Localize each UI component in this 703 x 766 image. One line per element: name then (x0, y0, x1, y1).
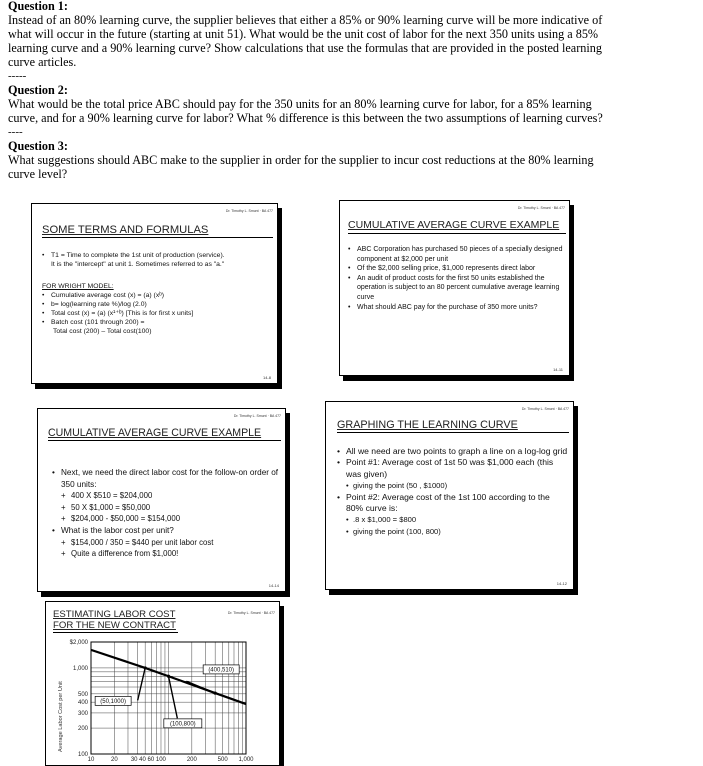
slide-sub-bullet: • giving the point (100, 800) (337, 526, 569, 537)
slide-sub-bullet: + $154,000 / 350 = $440 per unit labor cost (52, 537, 280, 549)
chart-y-tick-label: 500 (77, 691, 88, 698)
question-2-line: What would be the total price ABC should pay for the 350 units for an 80% learning curve for labor, for a 85% learning (8, 96, 592, 111)
slide-page-number: 14-8 (262, 375, 271, 380)
slide-title: ESTIMATING LABOR COST (53, 609, 176, 620)
chart-x-tick-label: 10 (87, 757, 95, 763)
slide-sub-bullet: • .8 x $1,000 = $800 (337, 514, 569, 525)
learning-curve-chart (46, 602, 280, 766)
t1-definition-cont: It is the "intercept" at unit 1. Sometimes referred to as "a." (51, 261, 225, 268)
question-1-line: what will occur in the future (starting at unit 51). What would be the unit cost of labor for the next 350 units using a 85% (8, 26, 599, 41)
slide-page-number: 14-14 (268, 583, 279, 588)
chart-y-tick-label: 1,000 (72, 665, 88, 672)
slide-title: CUMULATIVE AVERAGE CURVE EXAMPLE (348, 219, 560, 231)
annotation-label: (400,510) (208, 667, 235, 674)
question-2 (8, 84, 698, 138)
chart-x-tick-label: 30 40 60 100 (130, 757, 166, 763)
annotation-label: (50,1000) (100, 698, 126, 705)
annotation-arrow (169, 676, 178, 718)
chart-x-tick-label: 20 (110, 757, 118, 763)
annotation-arrow (138, 668, 146, 700)
formula-item: • Cumulative average cost (x) = (a) (xᵇ) (42, 291, 272, 300)
question-2-line: curve, and for a 90% learning curve for labor? What % difference is this between the two assumptions of learning curves? (8, 110, 603, 125)
slide-page-number: 14-12 (556, 581, 567, 586)
chart-x-tick-label: 1,000 (238, 757, 254, 763)
slide-graphing-learning-curve (325, 401, 574, 590)
slide-sub-bullet: + $204,000 - $50,000 = $154,000 (52, 513, 280, 525)
question-1-heading: Question 1: (8, 0, 68, 13)
slide-bullet: • Point #1: Average cost of 1st 50 was $1,000 each (this was given) (337, 457, 569, 480)
question-2-heading: Question 2: (8, 83, 68, 97)
slide-title: CUMULATIVE AVERAGE CURVE EXAMPLE (48, 427, 262, 439)
chart-ylabel: Average Labor Cost per Unit (58, 681, 64, 752)
question-1-line: curve articles. (8, 54, 77, 69)
slide-estimating-labor-cost (45, 601, 280, 766)
slide-bullet: • What is the labor cost per unit? (52, 525, 280, 537)
question-3-heading: Question 3: (8, 139, 68, 153)
question-1-line: learning curve and a 90% learning curve? Show calculations that use the formulas that are provided in the posted learning (8, 40, 602, 55)
slide-bullet: • ABC Corporation has purchased 50 pieces of a specially designed component at $2,000 per unit (348, 245, 563, 264)
chart-y-tick-label: 200 (77, 726, 88, 733)
slide-author: Dr. Timothy L. Smunt · BA 477 (225, 209, 273, 213)
chart-y-tick-label: $2,000 (69, 640, 88, 646)
model-label: FOR WRIGHT MODEL: (42, 283, 114, 290)
slide-sub-bullet: + Quite a difference from $1,000! (52, 548, 280, 560)
slide-bullet: • All we need are two points to graph a line on a log-log grid (337, 446, 569, 457)
slide-sub-bullet: • giving the point (50 , $1000) (337, 480, 569, 491)
annotation-label: (100,800) (169, 721, 196, 728)
t1-definition: Time to complete the 1st unit of production (service). (66, 252, 225, 259)
slide-page-number: 14-11 (553, 367, 563, 372)
slide-bullet: • What should ABC pay for the purchase of 350 more units? (348, 303, 563, 313)
formula-item: • b= log(learning rate %)/log (2.0) (42, 300, 272, 309)
slide-title: GRAPHING THE LEARNING CURVE (337, 419, 518, 431)
slide-sub-bullet: + 400 X $510 = $204,000 (52, 490, 280, 502)
formula-item-cont: Total cost (200) – Total cost(100) (53, 328, 152, 335)
slide-bullet: • Of the $2,000 selling price, $1,000 represents direct labor (348, 264, 563, 274)
chart-y-tick-label: 400 (77, 700, 88, 707)
chart-y-tick-label: 100 (77, 752, 88, 758)
slide-bullet: • Next, we need the direct labor cost for the follow-on order of 350 units: (52, 467, 280, 490)
chart-x-tick-label: 200 (186, 757, 197, 763)
chart-x-tick-label: 500 (217, 757, 228, 763)
separator: ----- (8, 69, 27, 82)
chart-y-tick-label: 300 (77, 710, 88, 717)
slide-title: SOME TERMS AND FORMULAS (42, 224, 209, 236)
slide-author: Dr. Timothy L. Smunt · BA 477 (227, 611, 275, 615)
slide-title-line2: FOR THE NEW CONTRACT (53, 620, 176, 631)
slide-cumulative-average-2 (37, 408, 286, 592)
slide-cumulative-average-1 (339, 200, 570, 376)
question-3 (8, 140, 698, 182)
slide-author: Dr. Timothy L. Smunt · BA 477 (233, 414, 281, 418)
slide-sub-bullet: + 50 X $1,000 = $50,000 (52, 502, 280, 514)
question-1-line: Instead of an 80% learning curve, the supplier believes that either a 85% or 90% learning curve will be more indicative of (8, 12, 603, 27)
question-1 (8, 0, 698, 82)
slide-author: Dr. Timothy L. Smunt · BA 477 (521, 407, 569, 411)
question-3-line: curve level? (8, 166, 68, 181)
formula-item: • Total cost (x) = (a) (x¹⁺ᵇ) [This is for first x units] (42, 309, 272, 318)
slide-terms-formulas (31, 203, 278, 384)
chart-annotations (95, 665, 239, 728)
slide-bullet: • Point #2: Average cost of the 1st 100 according to the 80% curve is: (337, 492, 569, 515)
t1-symbol: T1 = (51, 252, 65, 259)
formula-item: • Batch cost (101 through 200) = (42, 318, 272, 327)
question-3-line: What suggestions should ABC make to the supplier in order for the supplier to incur cost reductions at the 80% learning (8, 152, 594, 167)
separator: ---- (8, 125, 23, 138)
slide-author: Dr. Timothy L. Smunt · BA 477 (517, 206, 565, 210)
slide-bullet: • An audit of product costs for the first 50 units established the operation is subject to an 80 percent cumulative average learning curve (348, 274, 563, 303)
